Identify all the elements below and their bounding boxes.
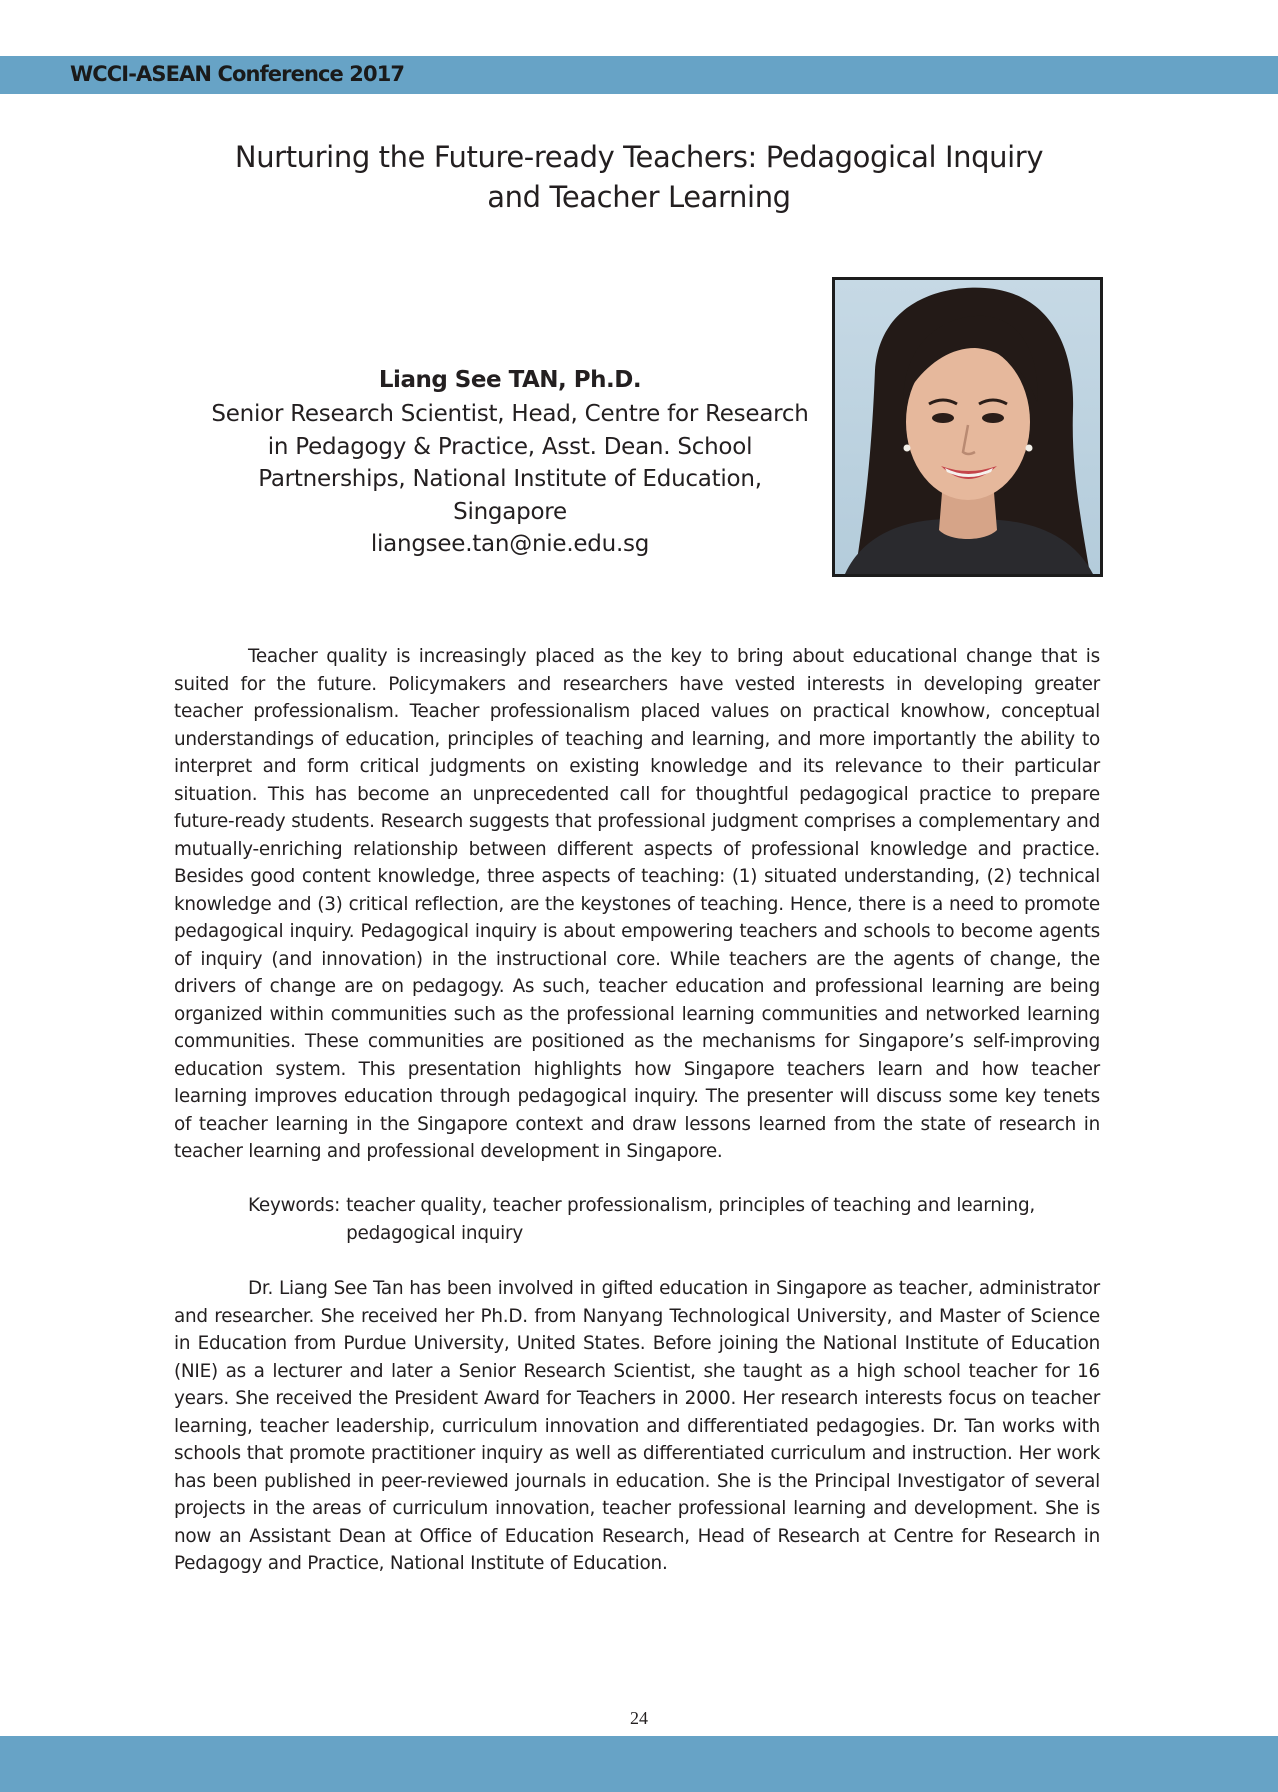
portrait-image — [835, 280, 1100, 574]
affiliation-line: Senior Research Scientist, Head, Centre for Research — [211, 401, 809, 427]
author-email: liangsee.tan@nie.edu.sg — [370, 531, 650, 557]
affiliation-line: in Pedagogy & Practice, Asst. Dean. School — [267, 433, 753, 460]
title-line-2: and Teacher Learning — [487, 180, 791, 214]
keywords-values: teacher quality, teacher professionalism, principles of teaching and learning, pedagogical inquiry — [346, 1195, 1035, 1244]
page-title — [190, 137, 1088, 217]
keywords-section — [248, 1192, 1100, 1247]
header-band — [0, 56, 1278, 94]
biography-paragraph: Dr. Liang See Tan has been involved in gifted education in Singapore as teacher, administrator and researcher. She received her Ph.D. from Nanyang Technological University, and Master of Science in Education from Purdue University, United States. Before joining the National Institute of Education (NIE) as a lecturer and later a Senior Research Scientist, she taught as a high school teacher for 16 years. She received the President Award for Teachers in 2000. Her research interests focus on teacher learning, teacher leadership, curriculum innovation and differentiated pedagogies. Dr. Tan works with schools that promote practitioner inquiry as well as differentiated curriculum and instruction. Her work has been published in peer-reviewed journals in education. She is the Principal Investigator of several projects in the areas of curriculum innovation, teacher professional learning and development. She is now an Assistant Dean at Office of Education Research, Head of Research at Centre for Research in Pedagogy and Practice, National Institute of Education. — [174, 1278, 1100, 1574]
keywords-label: Keywords: — [248, 1195, 341, 1216]
author-photo — [832, 277, 1103, 577]
footer-band — [0, 1736, 1278, 1792]
abstract-paragraph: Teacher quality is increasingly placed as the key to bring about educational change that is suited for the future. Policymakers and researchers have vested interests in developing greater teacher professionalism. Teacher professionalism placed values on practical knowhow, conceptual understandings of education, principles of teaching and learning, and more importantly the ability to interpret and form critical judgments on existing knowledge and its relevance to their particular situation. This has become an unprecedented call for thoughtful pedagogical practice to prepare future-ready students. Research suggests that professional judgment comprises a complementary and mutually-enriching relationship between different aspects of professional knowledge and practice. Besides good content knowledge, three aspects of teaching: (1) situated understanding, (2) technical knowledge and (3) critical reflection, are the keystones of teaching. Hence, there is a need to promote pedagogical inquiry. Pedagogical inquiry is about empowering teachers and schools to become agents of inquiry (and innovation) in the instructional core. While teachers are the agents of change, the drivers of change are on pedagogy. As such, teacher education and professional learning are being organized within communities such as the professional learning communities and networked learning communities. These communities are positioned as the mechanisms for Singapore’s self-improving education system. This presentation highlights how Singapore teachers learn and how teacher learning improves education through pedagogical inquiry. The presenter will discuss some key tenets of teacher learning in the Singapore context and draw lessons learned from the state of research in teacher learning and professional development in Singapore. — [174, 646, 1100, 1162]
title-line-1: Nurturing the Future-ready Teachers: Pedagogical Inquiry — [234, 140, 1044, 174]
author-name: Liang See TAN, Ph.D. — [378, 367, 642, 393]
author-info — [190, 362, 830, 561]
affiliation-line: Singapore — [453, 498, 567, 525]
page-number: 24 — [630, 1708, 648, 1728]
affiliation-line: Partnerships, National Institute of Education, — [258, 466, 762, 492]
conference-name: WCCI-ASEAN Conference 2017 — [70, 62, 405, 86]
